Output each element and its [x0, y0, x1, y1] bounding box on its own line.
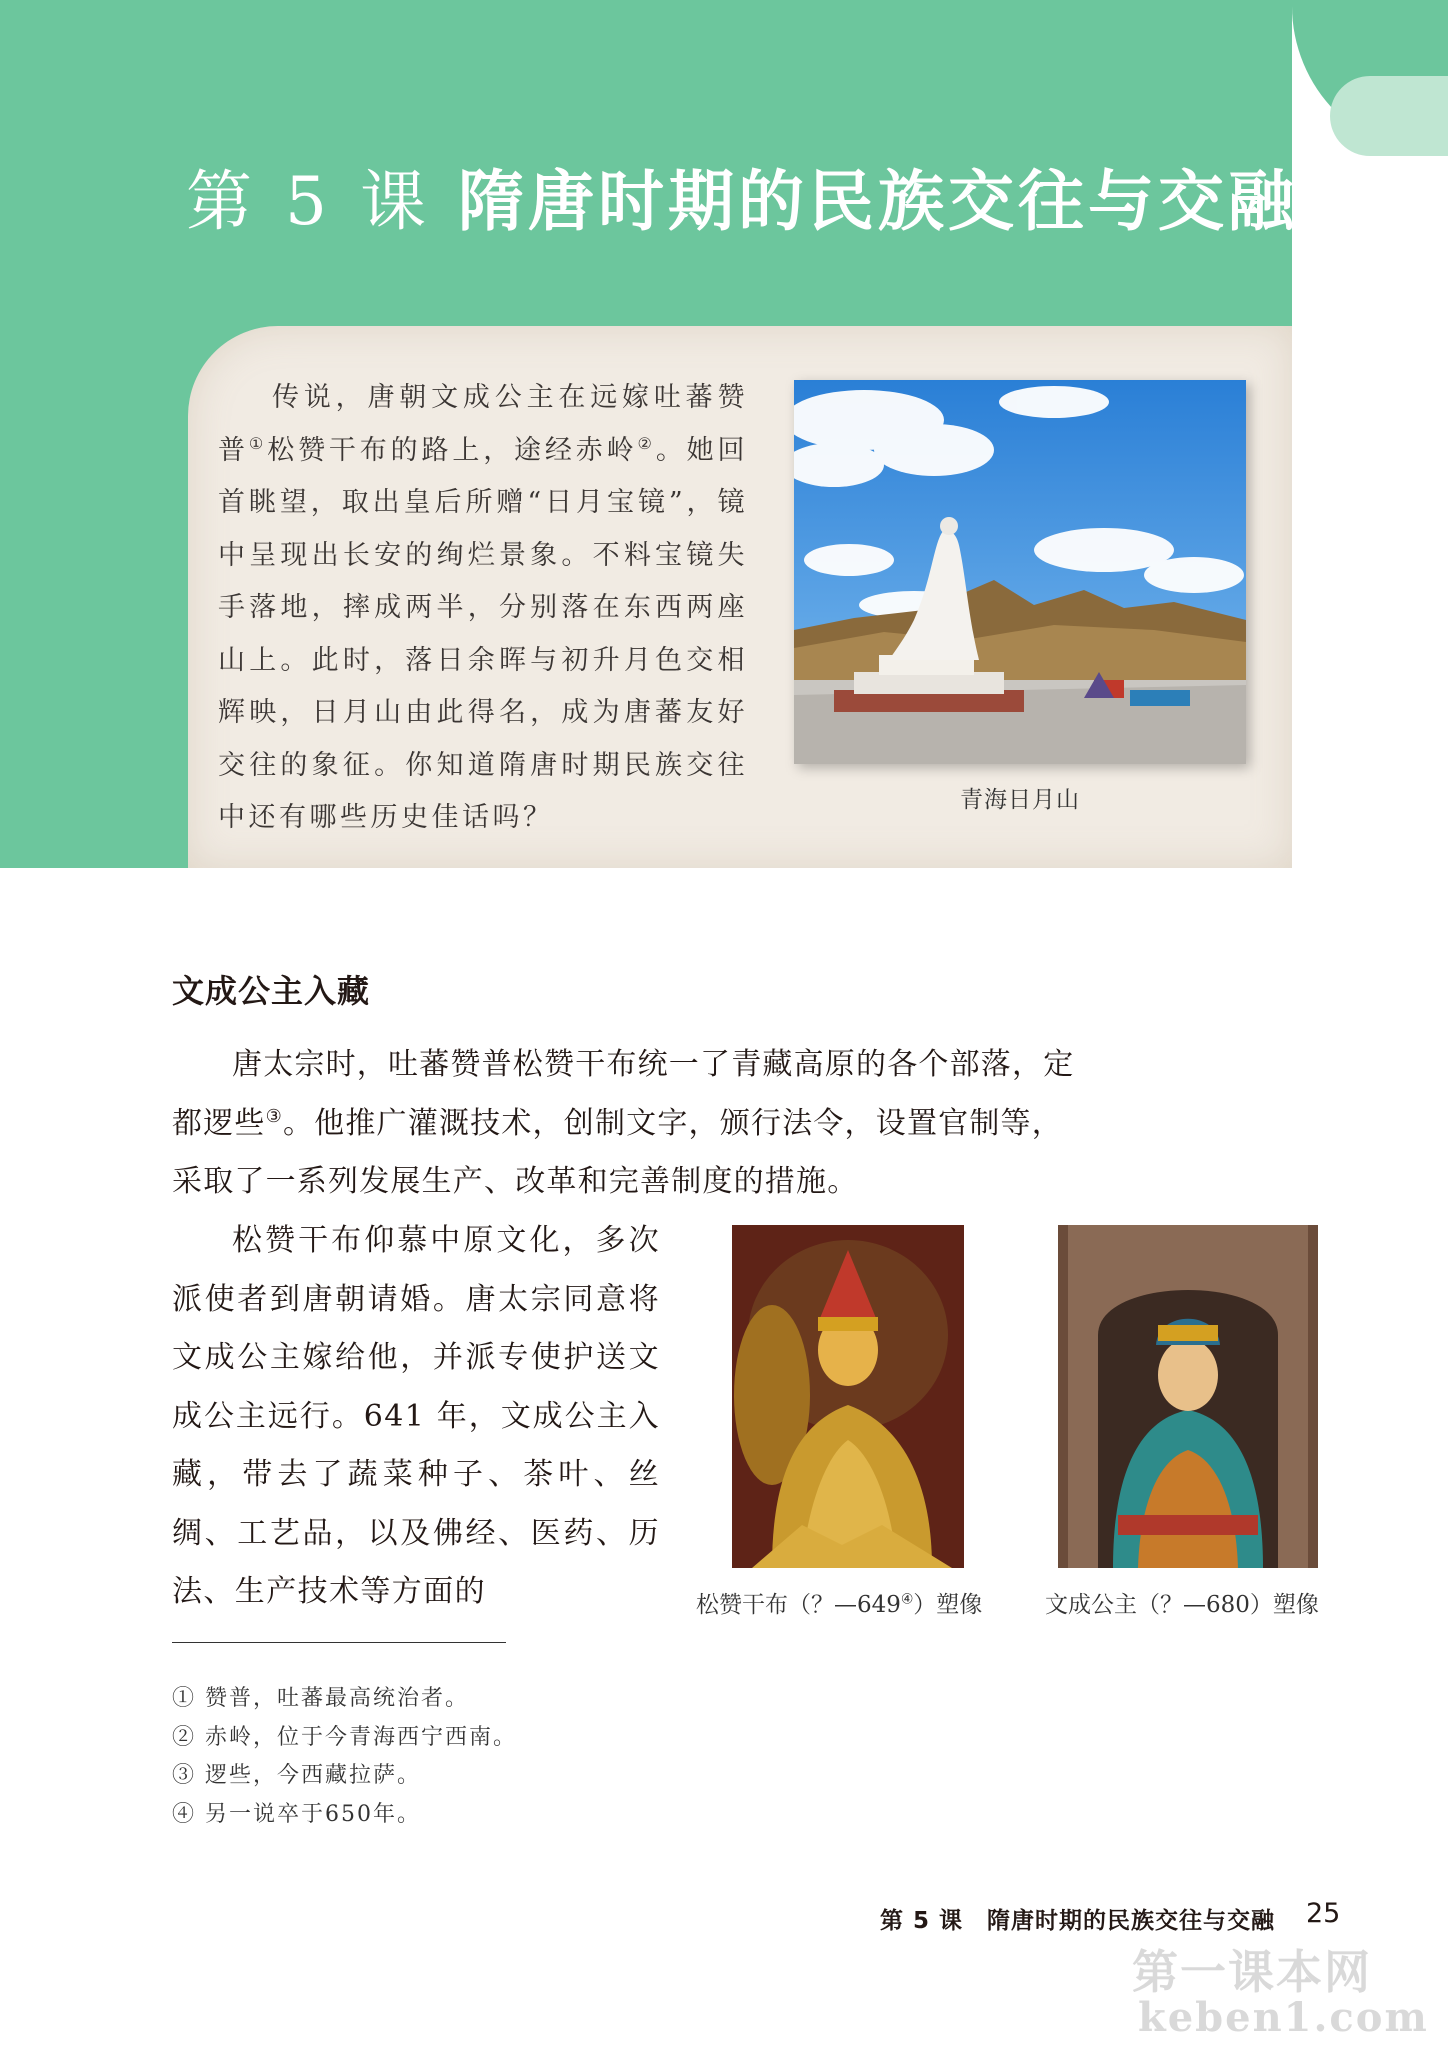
riyue-mountain-photo [794, 380, 1246, 764]
watermark-url: keben1.com [1138, 1994, 1429, 2041]
statue-caption-2: 文成公主（？—680）塑像 [1045, 1592, 1319, 1618]
footnote-rule [172, 1642, 506, 1643]
footnote-3: ③ 逻些，今西藏拉萨。 [172, 1763, 421, 1788]
footer-lesson-title: 第 5 课 隋唐时期的民族交往与交融 [880, 1908, 1276, 1934]
corner-decoration-inner [1330, 76, 1448, 156]
lesson-title: 隋唐时期的民族交往与交融 [458, 163, 1298, 240]
footnote-1: ① 赞普，吐蕃最高统治者。 [172, 1686, 469, 1711]
section-heading: 文成公主入藏 [172, 972, 371, 1010]
footnote-4: ④ 另一说卒于650年。 [172, 1801, 421, 1827]
photo-caption: 青海日月山 [960, 787, 1080, 813]
princess-wencheng-statue-image [1058, 1225, 1318, 1568]
statue-caption-1: 松赞干布（？—649④）塑像 [696, 1591, 983, 1618]
page-number: 25 [1306, 1898, 1341, 1929]
footnotes [172, 1680, 517, 1834]
songtsen-gampo-statue-image [732, 1225, 964, 1568]
footnote-2: ② 赤岭，位于今青海西宁西南。 [172, 1724, 517, 1750]
paragraph-2: 松赞干布仰慕中原文化，多次派使者到唐朝请婚。唐太宗同意将文成公主嫁给他，并派专使护送文成公主远行。641 年，文成公主入藏，带去了蔬菜种子、茶叶、丝绸、工艺品，以及佛经、医药、历法、生产技术等方面的 [172, 1223, 660, 1609]
intro-paragraph: 传说，唐朝文成公主在远嫁吐蕃赞普①松赞干布的路上，途经赤岭②。她回首眺望，取出皇后所赠“日月宝镜”，镜中呈现出长安的绚烂景象。不料宝镜失手落地，摔成两半，分别落在东西两座山上。此时，落日余晖与初升月色交相辉映，日月山由此得名，成为唐蕃友好交往的象征。你知道隋唐时期民族交往中还有哪些历史佳话吗？ [218, 382, 749, 833]
lesson-number: 第 5 课 [186, 163, 432, 240]
watermark-chinese: 第一课本网 [1132, 1945, 1372, 1999]
paragraph-1: 唐太宗时，吐蕃赞普松赞干布统一了青藏高原的各个部落，定都逻些③。他推广灌溉技术，创制文字，颁行法令，设置官制等，采取了一系列发展生产、改革和完善制度的措施。 [172, 1047, 1075, 1199]
